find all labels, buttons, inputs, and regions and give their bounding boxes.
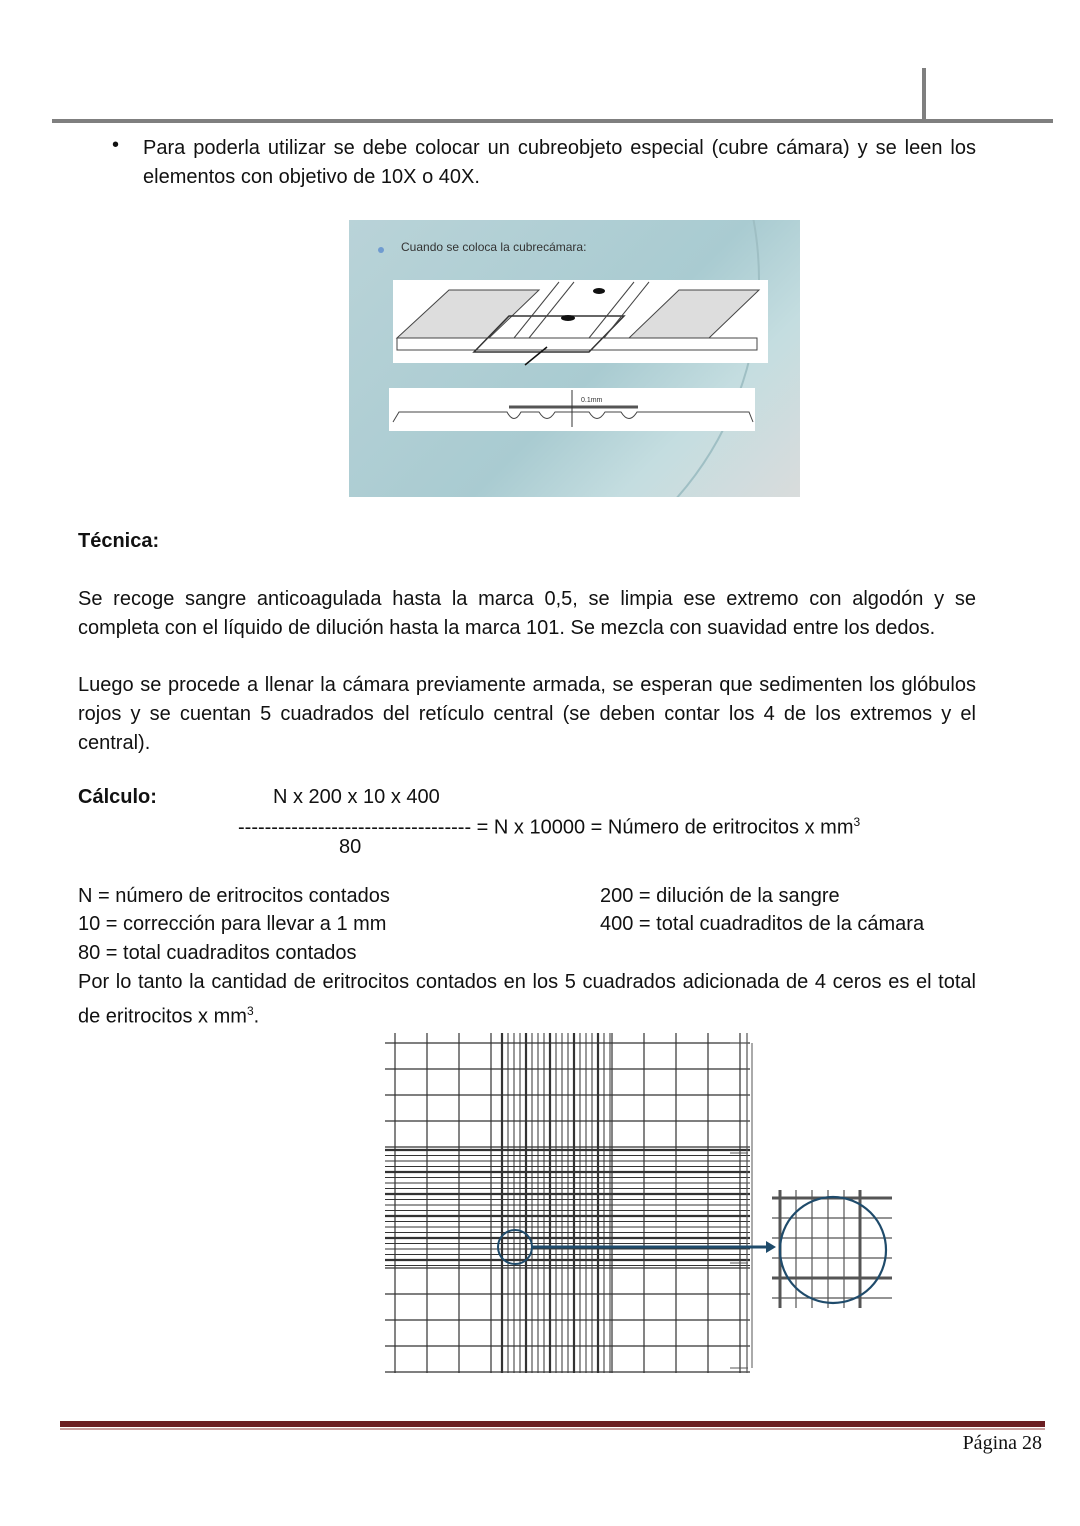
fraction-line: ----------------------------------- xyxy=(238,816,472,839)
calculo-numerator: N x 200 x 10 x 400 xyxy=(273,786,440,808)
neubauer-grid-figure xyxy=(380,1028,940,1380)
bullet-icon: • xyxy=(112,134,120,156)
calculo-result-exponent: 3 xyxy=(853,815,861,829)
conclusion-end: . xyxy=(253,1005,260,1028)
legend-80: 80 = total cuadraditos contados xyxy=(78,942,357,964)
bullet-text: Para poderla utilizar se debe colocar un cubreobjeto especial (cubre cámara) y se leen los elementos con objetivo de 10X o 40X. xyxy=(143,137,976,188)
header-rule xyxy=(52,119,1053,123)
legend-10: 10 = corrección para llevar a 1 mm xyxy=(78,913,387,935)
calculo-heading: Cálculo: xyxy=(78,786,157,808)
figure1-caption: Cuando se coloca la cubrecámara: xyxy=(401,240,587,254)
tecnica-paragraph-2: Luego se procede a llenar la cámara previamente armada, se esperan que sedimenten los glóbulos rojos y se cuentan 5 cuadrados del retículo central (se deben contar los 4 de los extremos y el central). xyxy=(78,674,976,754)
conclusion-exponent: 3 xyxy=(246,1004,254,1018)
footer-rule-thin xyxy=(60,1428,1045,1430)
figure1-label: 0.1mm xyxy=(581,397,603,404)
calculo-result: = N x 10000 = Número de eritrocitos x mm xyxy=(476,816,854,839)
legend-200: 200 = dilución de la sangre xyxy=(600,885,840,907)
header-rule-tick xyxy=(922,68,926,122)
tecnica-paragraph-1: Se recoge sangre anticoagulada hasta la marca 0,5, se limpia ese extremo con algodón y se completa con el líquido de dilución hasta la marca 101. Se mezcla con suavidad entre los dedos. xyxy=(78,588,976,639)
calculo-formula xyxy=(238,808,860,843)
legend-n: N = número de eritrocitos contados xyxy=(78,885,390,907)
legend-400: 400 = total cuadraditos de la cámara xyxy=(600,913,925,935)
arrow-icon xyxy=(766,1241,776,1253)
conclusion xyxy=(78,968,976,1032)
footer-rule xyxy=(60,1421,1045,1427)
page-number: Página 28 xyxy=(962,1432,1042,1454)
calculo-denominator: 80 xyxy=(339,836,362,858)
tecnica-heading: Técnica: xyxy=(78,530,160,552)
cover-glass-figure xyxy=(349,220,800,497)
conclusion-text: Por lo tanto la cantidad de eritrocitos contados en los 5 cuadrados adicionada de 4 ceros es el total de eritrocitos x mm xyxy=(78,971,976,1028)
